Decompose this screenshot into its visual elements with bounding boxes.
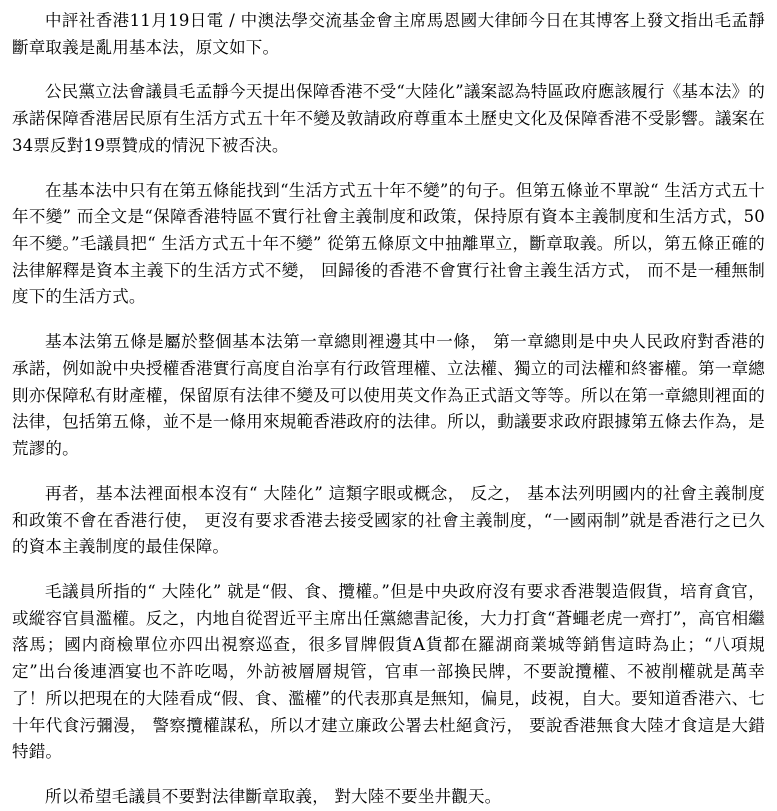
paragraph: 在基本法中只有在第五條能找到“生活方式五十年不變”的句子。但第五條並不單說“ 生活方式五十年不變” 而全文是“保障香港特區不實行社會主義制度和政策，保持原有資本主義制度和生活方式，50年不變。”毛議員把“ 生活方式五十年不變” 從第五條原文中抽離單立，斷章取義。所以，第五條正確的法律解釋是資本主義下的生活方式不變， 回歸後的香港不會實行社會主義生活方式， 而不是一種無制度下的生活方式。 bbox=[12, 180, 765, 307]
paragraph: 公民黨立法會議員毛孟靜今天提出保障香港不受“大陸化”議案認為特區政府應該履行《基本法》的承諾保障香港居民原有生活方式五十年不變及敦請政府尊重本土歷史文化及保障香港不受影響。議案在34票反對19票贊成的情況下被否決。 bbox=[12, 82, 765, 155]
paragraph: 基本法第五條是屬於整個基本法第一章總則裡邊其中一條， 第一章總則是中央人民政府對香港的承諾，例如說中央授權香港實行高度自治享有行政管理權、立法權、獨立的司法權和終審權。第一章總則亦保障私有財產權，保留原有法律不變及可以使用英文作為正式語文等等。所以在第一章總則裡面的法律，包括第五條，並不是一條用來規範香港政府的法律。所以，動議要求政府跟據第五條去作為，是荒謬的。 bbox=[12, 332, 765, 459]
paragraph: 中評社香港11月19日電 / 中澳法學交流基金會主席馬恩國大律師今日在其博客上發文指出毛孟靜斷章取義是亂用基本法，原文如下。 bbox=[12, 11, 765, 57]
paragraph: 所以希望毛議員不要對法律斷章取義， 對大陸不要坐井觀天。 bbox=[45, 786, 502, 806]
paragraph: 再者，基本法裡面根本沒有“ 大陸化” 這類字眼或概念， 反之， 基本法列明國内的社會主義制度和政策不會在香港行使， 更沒有要求香港去接受國家的社會主義制度，“一國兩制”就是香港行之已久的資本主義制度的最佳保障。 bbox=[12, 483, 765, 557]
paragraph: 毛議員所指的“ 大陸化” 就是“假、食、攬權。”但是中央政府沒有要求香港製造假貨，培育貪官，或縱容官員濫權。反之，内地自從習近平主席出任黨總書記後，大力打貪“蒼蠅老虎一齊打”，高官相繼落馬；國内商檢單位亦四出視察巡查，很多冒牌假貨A貨都在羅湖商業城等銷售這時為止；“八項規定”出台後連酒宴也不許吃喝，外訪被層層規管，官車一部換民牌，不要說攬權、不被削權就是萬幸了！所以把現在的大陸看成“假、食、濫權”的代表那真是無知，偏見，歧視，自大。要知道香港六、七十年代食污彌漫， 警察攬權謀私，所以才建立廉政公署去杜絕貪污， 要說香港無食大陸才食這是大錯特錯。 bbox=[12, 581, 765, 762]
